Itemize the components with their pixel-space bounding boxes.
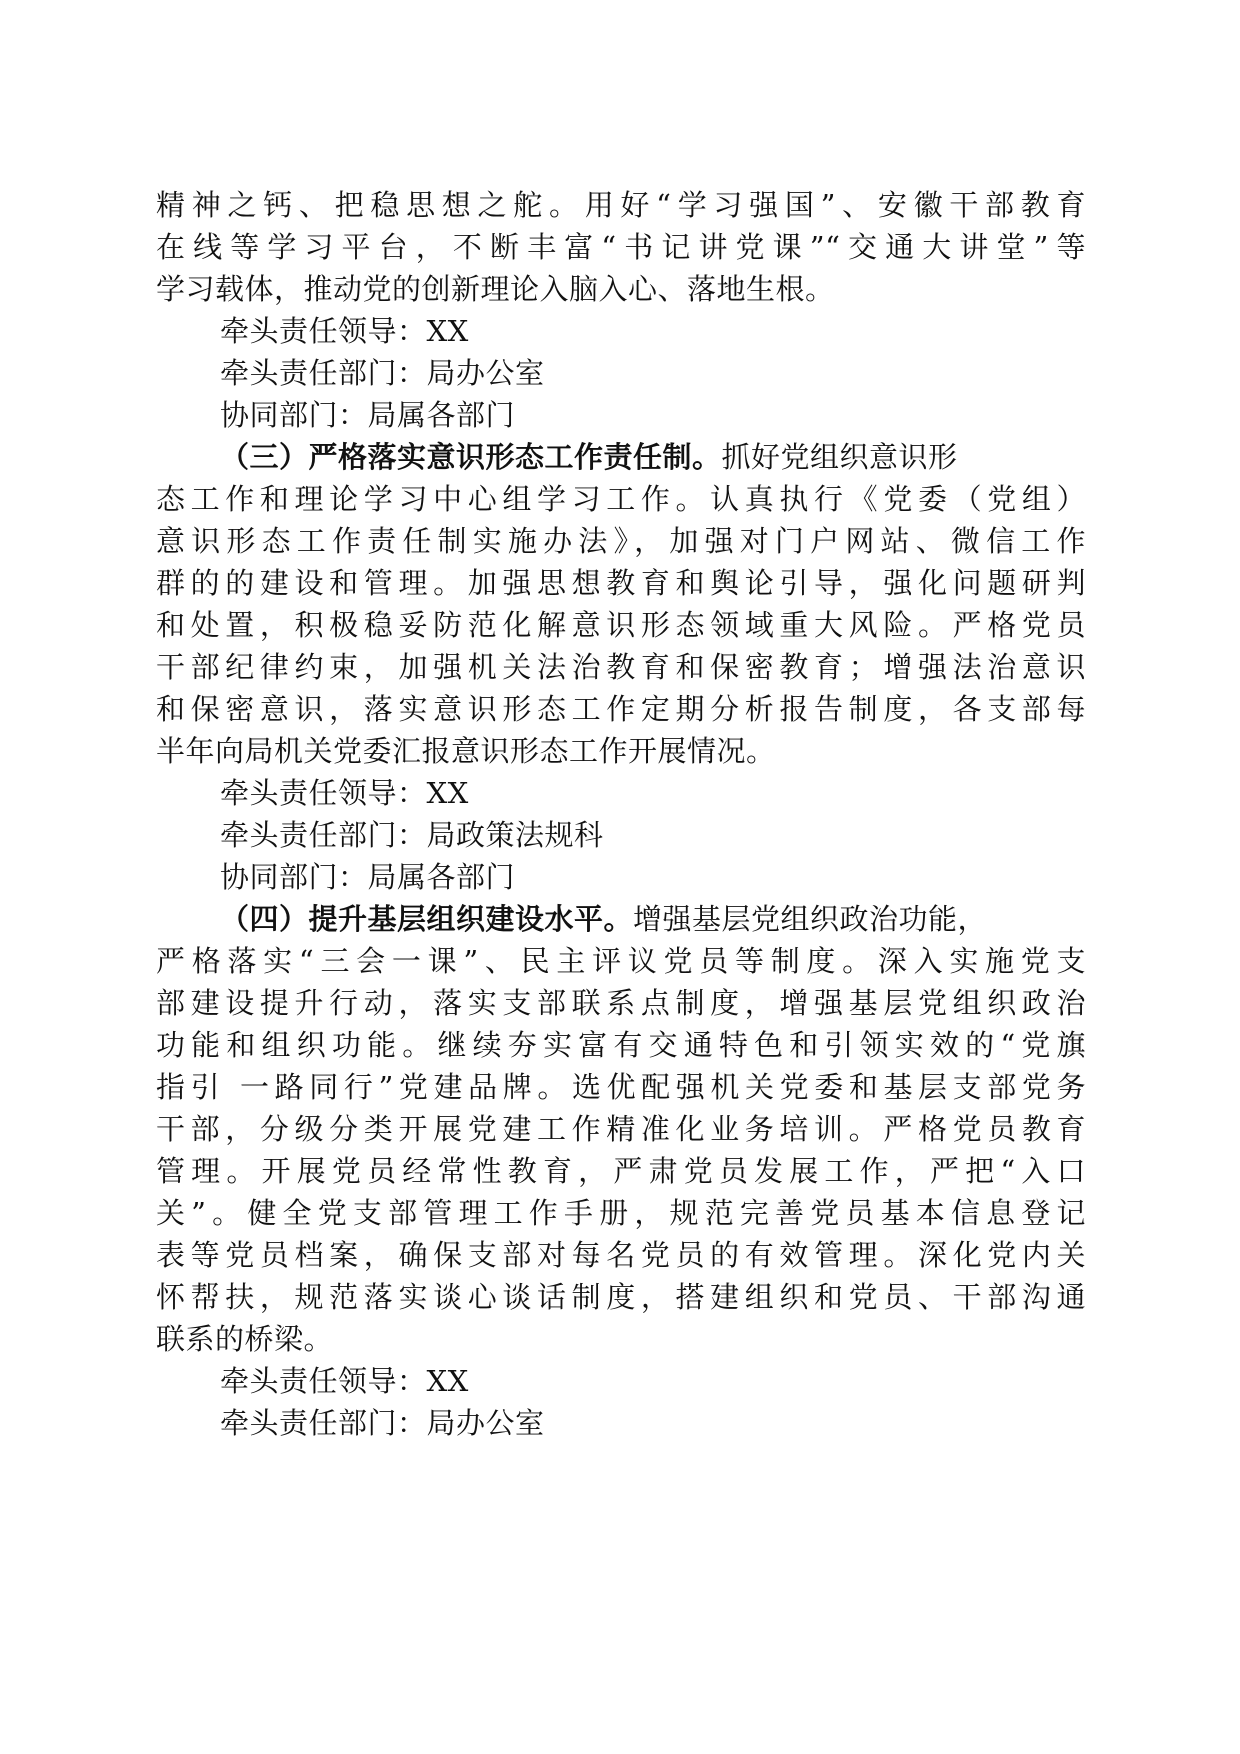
body-text-line: 干部，分级分类开展党建工作精准化业务培训。严格党员教育	[156, 1112, 1086, 1146]
body-text-line: 严格落实“三会一课”、民主评议党员等制度。深入实施党支	[156, 944, 1086, 978]
body-text-line: 学习载体，推动党的创新理论入脑入心、落地生根。	[156, 272, 835, 306]
body-text-line: 半年向局机关党委汇报意识形态工作开展情况。	[156, 734, 776, 768]
section-4-heading: （四）提升基层组织建设水平。	[220, 902, 634, 936]
lead-leader-line: 牵头责任领导：XX	[220, 776, 469, 810]
lead-leader-line: 牵头责任领导：XX	[220, 314, 469, 348]
body-text-line: 功能和组织功能。继续夯实富有交通特色和引领实效的“党旗	[156, 1028, 1086, 1062]
lead-dept-line: 牵头责任部门：局政策法规科	[220, 818, 604, 852]
lead-dept-line: 牵头责任部门：局办公室	[220, 356, 545, 390]
section-3-first-line	[220, 434, 958, 480]
body-text-line: 群的的建设和管理。加强思想教育和舆论引导，强化问题研判	[156, 566, 1086, 600]
body-text-line: 态工作和理论学习中心组学习工作。认真执行《党委（党组）	[156, 482, 1086, 516]
body-text-line: 和处置，积极稳妥防范化解意识形态领域重大风险。严格党员	[156, 608, 1086, 642]
body-text-line: 干部纪律约束，加强机关法治教育和保密教育；增强法治意识	[156, 650, 1086, 684]
section-4-first-line	[220, 896, 987, 942]
section-4-first-line-text: 增强基层党组织政治功能，	[633, 902, 988, 936]
body-text-line: 指引 一路同行”党建品牌。选优配强机关党委和基层支部党务	[156, 1070, 1086, 1104]
body-text-line: 精神之钙、把稳思想之舵。用好“学习强国”、安徽干部教育	[156, 188, 1086, 222]
body-text-line: 意识形态工作责任制实施办法》，加强对门户网站、微信工作	[156, 524, 1086, 558]
body-text-line: 表等党员档案，确保支部对每名党员的有效管理。深化党内关	[156, 1238, 1086, 1272]
body-text-line: 关”。健全党支部管理工作手册，规范完善党员基本信息登记	[156, 1196, 1086, 1230]
body-text-line: 怀帮扶，规范落实谈心谈话制度，搭建组织和党员、干部沟通	[156, 1280, 1086, 1314]
body-text-line: 联系的桥梁。	[156, 1322, 334, 1356]
section-3-first-line-text: 抓好党组织意识形	[721, 440, 958, 474]
lead-leader-line: 牵头责任领导：XX	[220, 1364, 469, 1398]
body-text-line: 管理。开展党员经常性教育，严肃党员发展工作，严把“入口	[156, 1154, 1086, 1188]
co-dept-line: 协同部门：局属各部门	[220, 398, 516, 432]
body-text-line: 在线等学习平台，不断丰富“书记讲党课”“交通大讲堂”等	[156, 230, 1086, 264]
section-3-heading: （三）严格落实意识形态工作责任制。	[220, 440, 722, 474]
co-dept-line: 协同部门：局属各部门	[220, 860, 516, 894]
body-text-line: 和保密意识，落实意识形态工作定期分析报告制度，各支部每	[156, 692, 1086, 726]
body-text-line: 部建设提升行动，落实支部联系点制度，增强基层党组织政治	[156, 986, 1086, 1020]
lead-dept-line: 牵头责任部门：局办公室	[220, 1406, 545, 1440]
